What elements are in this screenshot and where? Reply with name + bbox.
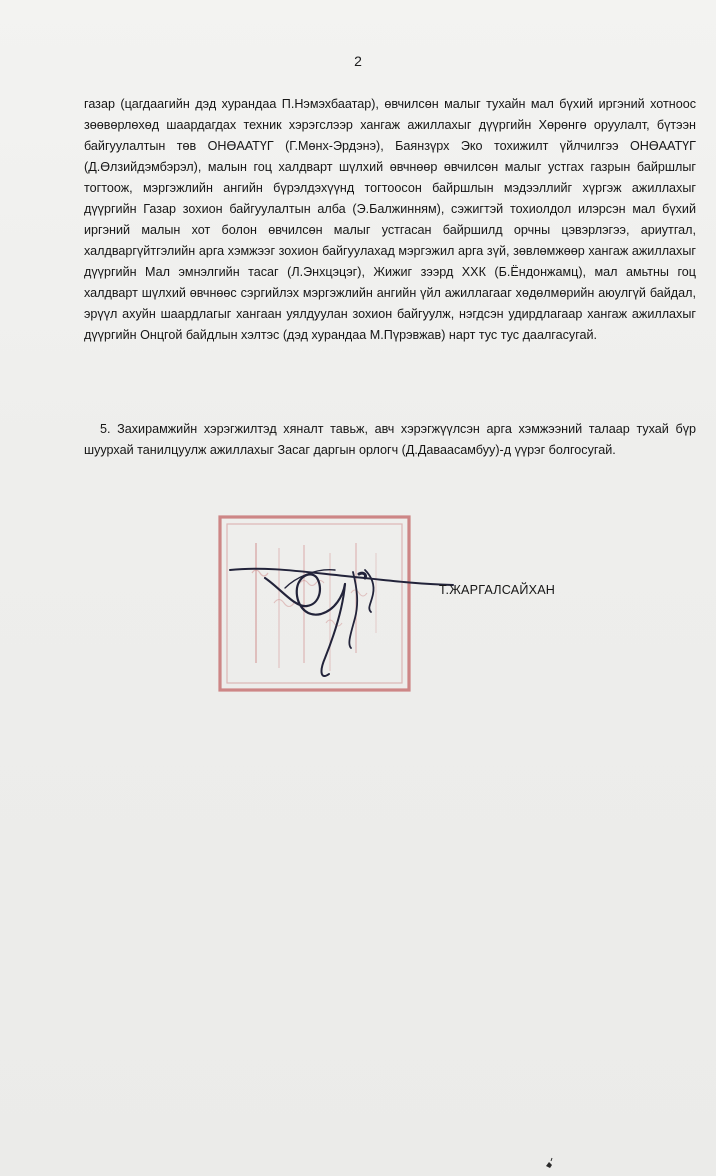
handwritten-signature xyxy=(225,548,455,688)
signer-name: Т.ЖАРГАЛСАЙХАН xyxy=(439,583,556,597)
ink-speck xyxy=(540,1152,560,1172)
body-paragraph-continued: газар (цагдаагийн дэд хурандаа П.Нэмэхбаатар), өвчилсөн малыг тухайн мал бүхий иргэний хотноос зөөвөрлөхөд шаардагдах техник хэрэгслээр хангаж ажиллахыг дүүргийн Хөрөнгө оруулалт, бүтээн байгуулалтын төв ОНӨААТҮГ (Г.Мөнх-Эрдэнэ), Баянзүрх Эко тохижилт үйлчилгээ ОНӨААТҮГ (Д.Өлзийдэмбэрэл), малын гоц халдварт шүлхий өвчнөөр өвчилсөн малыг устгах газрын байршлыг тогтоож, мэргэжлийн ангийн бүрэлдэхүүнд тогтоосон байршлын мэдээллийг хүргэж ажиллахыг дүүргийн Газар зохион байгуулалтын алба (Э.Балжинням), сэжигтэй тохиолдол илэрсэн мал бүхий иргэний малын хот болон өвчилсөн малыг устгасан байршилд орчны цэвэрлэгээ, ариутгал, халдваргүйтгэлийн арга хэмжээг зохион байгуулахад мэргэжил арга зүй, зөвлөмжөөр хангаж ажиллахыг дүүргийн Мал эмнэлгийн тасаг (Л.Энхцэцэг), Жижиг зээрд ХХК (Б.Ёндонжамц), мал амьтны гоц халдварт шүлхий өвчнөөс сэргийлэх мэргэжлийн ангийн үйл ажиллагааг хөдөлмөрийн аюулгүй байдал, эрүүл ахуйн шаардлагыг хангаан уялдуулан зохион байгуулж, нэгдсэн удирдлагаар хангаж ажиллахыг дүүргийн Онцгой байдлын хэлтэс (дэд хурандаа М.Пүрэвжав) нарт тус тус даалгасугай. xyxy=(84,97,696,342)
body-paragraph-5: 5. Захирамжийн хэрэгжилтэд хяналт тавьж, авч хэрэгжүүлсэн арга хэмжээний талаар тухай бүр шуурхай танилцуулж ажиллахыг Засаг даргын орлогч (Д.Даваасамбуу)-д үүрэг болгосугай. xyxy=(84,422,696,457)
page-number: 2 xyxy=(354,53,362,69)
